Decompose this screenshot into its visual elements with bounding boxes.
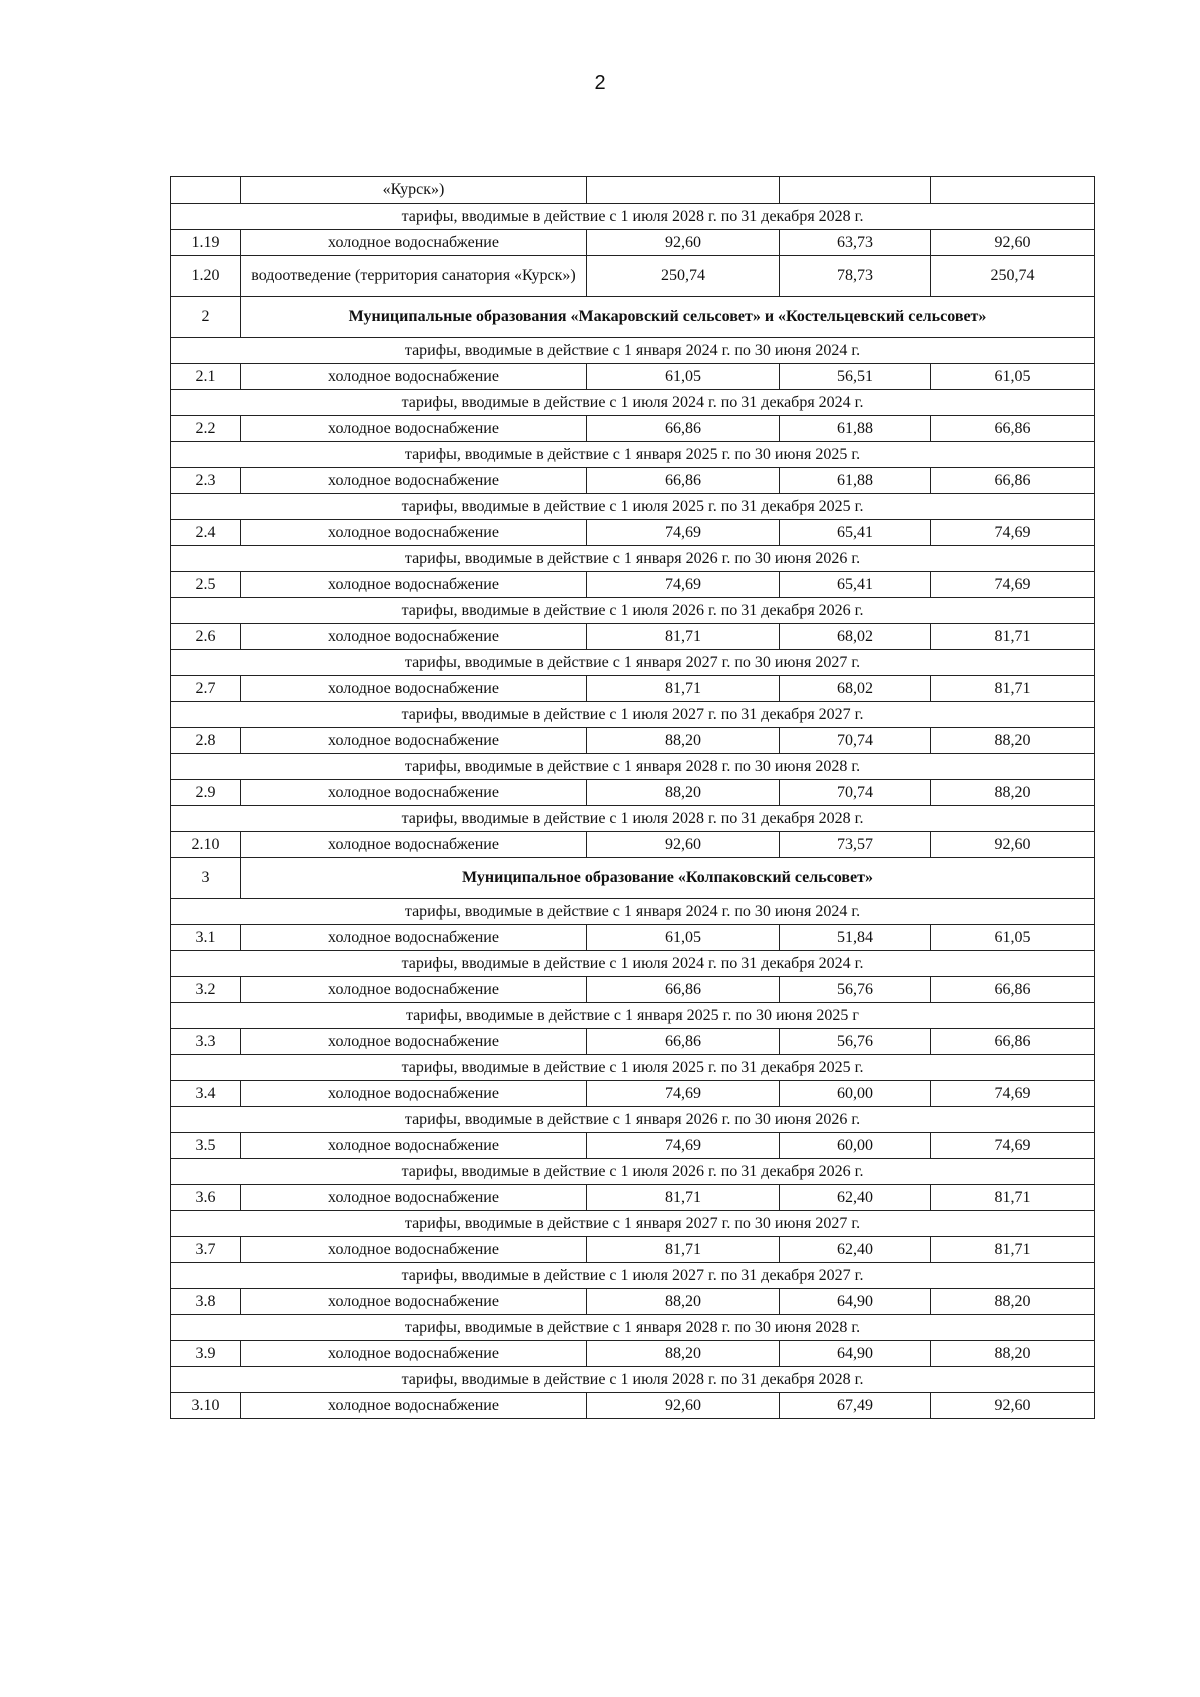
tariff-value-2: 68,02 [780,676,931,702]
service-name: холодное водоснабжение [241,624,587,650]
tariff-value-3: 250,74 [931,256,1095,297]
period-row [171,1367,1095,1393]
table-row [171,1029,1095,1055]
service-name: водоотведение (территория санатория «Курск») [241,256,587,297]
service-name: холодное водоснабжение [241,1029,587,1055]
section-title: Муниципальное образование «Колпаковский сельсовет» [241,858,1095,899]
period-label: тарифы, вводимые в действие с 1 января 2028 г. по 30 июня 2028 г. [171,1315,1095,1341]
period-label: тарифы, вводимые в действие с 1 июля 2024 г. по 31 декабря 2024 г. [171,951,1095,977]
tariff-value-2 [780,177,931,204]
tariff-table [170,176,1095,1419]
table-row [171,728,1095,754]
tariff-value-3: 74,69 [931,1081,1095,1107]
table-row [171,1289,1095,1315]
period-row [171,650,1095,676]
row-number: 2.3 [171,468,241,494]
tariff-value-1 [587,177,780,204]
service-name: холодное водоснабжение [241,1133,587,1159]
period-label: тарифы, вводимые в действие с 1 июля 2027 г. по 31 декабря 2027 г. [171,1263,1095,1289]
row-number [171,177,241,204]
service-name: холодное водоснабжение [241,728,587,754]
period-row [171,899,1095,925]
service-name: холодное водоснабжение [241,1185,587,1211]
tariff-value-2: 64,90 [780,1341,931,1367]
period-label: тарифы, вводимые в действие с 1 января 2027 г. по 30 июня 2027 г. [171,650,1095,676]
period-row [171,494,1095,520]
tariff-value-1: 74,69 [587,572,780,598]
period-row [171,806,1095,832]
tariff-value-3: 66,86 [931,977,1095,1003]
tariff-value-2: 68,02 [780,624,931,650]
table-row [171,177,1095,204]
table-row [171,256,1095,297]
section-row [171,297,1095,338]
service-name: холодное водоснабжение [241,416,587,442]
tariff-value-2: 51,84 [780,925,931,951]
service-name: «Курск») [241,177,587,204]
tariff-value-3: 88,20 [931,1289,1095,1315]
tariff-value-2: 70,74 [780,780,931,806]
tariff-value-2: 67,49 [780,1393,931,1419]
service-name: холодное водоснабжение [241,925,587,951]
table-row [171,230,1095,256]
table-row [171,468,1095,494]
section-number: 3 [171,858,241,899]
tariff-value-3: 81,71 [931,1237,1095,1263]
tariff-value-2: 56,76 [780,977,931,1003]
period-label: тарифы, вводимые в действие с 1 июля 2028 г. по 31 декабря 2028 г. [171,204,1095,230]
period-row [171,951,1095,977]
tariff-value-2: 78,73 [780,256,931,297]
tariff-value-2: 56,51 [780,364,931,390]
row-number: 2.1 [171,364,241,390]
table-row [171,1185,1095,1211]
tariff-value-3: 81,71 [931,624,1095,650]
table-row [171,780,1095,806]
tariff-table-body [171,177,1095,1419]
tariff-value-3: 92,60 [931,1393,1095,1419]
table-row [171,1133,1095,1159]
period-row [171,1263,1095,1289]
tariff-value-3: 66,86 [931,468,1095,494]
tariff-value-2: 60,00 [780,1133,931,1159]
service-name: холодное водоснабжение [241,977,587,1003]
tariff-value-1: 81,71 [587,1237,780,1263]
row-number: 2.4 [171,520,241,546]
period-row [171,1003,1095,1029]
tariff-value-1: 66,86 [587,1029,780,1055]
table-row [171,1081,1095,1107]
tariff-value-1: 66,86 [587,468,780,494]
period-row [171,1159,1095,1185]
tariff-value-3: 66,86 [931,1029,1095,1055]
period-label: тарифы, вводимые в действие с 1 января 2028 г. по 30 июня 2028 г. [171,754,1095,780]
service-name: холодное водоснабжение [241,364,587,390]
service-name: холодное водоснабжение [241,1081,587,1107]
tariff-value-1: 88,20 [587,1341,780,1367]
period-label: тарифы, вводимые в действие с 1 января 2025 г. по 30 июня 2025 г. [171,442,1095,468]
tariff-value-1: 88,20 [587,1289,780,1315]
tariff-value-2: 62,40 [780,1185,931,1211]
period-label: тарифы, вводимые в действие с 1 июля 2024 г. по 31 декабря 2024 г. [171,390,1095,416]
row-number: 2.5 [171,572,241,598]
tariff-value-1: 92,60 [587,832,780,858]
section-title: Муниципальные образования «Макаровский сельсовет» и «Костельцевский сельсовет» [241,297,1095,338]
tariff-value-3: 74,69 [931,1133,1095,1159]
tariff-value-1: 61,05 [587,364,780,390]
service-name: холодное водоснабжение [241,1237,587,1263]
period-row [171,598,1095,624]
period-label: тарифы, вводимые в действие с 1 июля 2028 г. по 31 декабря 2028 г. [171,806,1095,832]
table-row [171,364,1095,390]
service-name: холодное водоснабжение [241,230,587,256]
row-number: 1.19 [171,230,241,256]
table-row [171,832,1095,858]
tariff-value-1: 88,20 [587,780,780,806]
tariff-value-3: 88,20 [931,780,1095,806]
period-row [171,204,1095,230]
tariff-value-3: 74,69 [931,572,1095,598]
service-name: холодное водоснабжение [241,780,587,806]
period-row [171,546,1095,572]
row-number: 2.10 [171,832,241,858]
tariff-value-3: 88,20 [931,1341,1095,1367]
period-row [171,390,1095,416]
tariff-value-1: 74,69 [587,520,780,546]
tariff-value-3: 61,05 [931,364,1095,390]
period-row [171,1055,1095,1081]
table-row [171,1341,1095,1367]
tariff-value-3: 66,86 [931,416,1095,442]
table-row [171,925,1095,951]
tariff-value-2: 63,73 [780,230,931,256]
period-row [171,442,1095,468]
tariff-value-1: 81,71 [587,1185,780,1211]
row-number: 3.10 [171,1393,241,1419]
table-row [171,416,1095,442]
section-row [171,858,1095,899]
service-name: холодное водоснабжение [241,468,587,494]
row-number: 2.7 [171,676,241,702]
row-number: 3.5 [171,1133,241,1159]
tariff-value-3: 92,60 [931,832,1095,858]
row-number: 3.4 [171,1081,241,1107]
period-row [171,1315,1095,1341]
tariff-value-1: 74,69 [587,1133,780,1159]
tariff-value-1: 66,86 [587,416,780,442]
tariff-value-2: 61,88 [780,468,931,494]
tariff-value-2: 73,57 [780,832,931,858]
table-row [171,1393,1095,1419]
row-number: 3.9 [171,1341,241,1367]
table-row [171,676,1095,702]
period-label: тарифы, вводимые в действие с 1 июля 2025 г. по 31 декабря 2025 г. [171,1055,1095,1081]
tariff-value-1: 88,20 [587,728,780,754]
service-name: холодное водоснабжение [241,520,587,546]
row-number: 2.2 [171,416,241,442]
period-label: тарифы, вводимые в действие с 1 января 2025 г. по 30 июня 2025 г [171,1003,1095,1029]
tariff-value-3: 61,05 [931,925,1095,951]
row-number: 3.1 [171,925,241,951]
period-label: тарифы, вводимые в действие с 1 января 2024 г. по 30 июня 2024 г. [171,899,1095,925]
table-row [171,1237,1095,1263]
tariff-value-1: 92,60 [587,1393,780,1419]
period-row [171,754,1095,780]
period-row [171,1107,1095,1133]
tariff-value-3: 74,69 [931,520,1095,546]
row-number: 3.2 [171,977,241,1003]
row-number: 2.8 [171,728,241,754]
section-number: 2 [171,297,241,338]
tariff-value-3: 81,71 [931,676,1095,702]
service-name: холодное водоснабжение [241,1289,587,1315]
row-number: 3.3 [171,1029,241,1055]
row-number: 3.7 [171,1237,241,1263]
tariff-value-1: 66,86 [587,977,780,1003]
tariff-value-1: 81,71 [587,676,780,702]
tariff-value-2: 56,76 [780,1029,931,1055]
table-row [171,572,1095,598]
period-label: тарифы, вводимые в действие с 1 июля 2027 г. по 31 декабря 2027 г. [171,702,1095,728]
tariff-value-1: 250,74 [587,256,780,297]
tariff-value-1: 81,71 [587,624,780,650]
tariff-value-2: 64,90 [780,1289,931,1315]
tariff-value-3: 88,20 [931,728,1095,754]
tariff-value-1: 92,60 [587,230,780,256]
service-name: холодное водоснабжение [241,676,587,702]
tariff-value-2: 60,00 [780,1081,931,1107]
period-label: тарифы, вводимые в действие с 1 января 2026 г. по 30 июня 2026 г. [171,546,1095,572]
row-number: 3.8 [171,1289,241,1315]
period-row [171,1211,1095,1237]
tariff-value-1: 61,05 [587,925,780,951]
row-number: 3.6 [171,1185,241,1211]
tariff-value-3: 81,71 [931,1185,1095,1211]
period-label: тарифы, вводимые в действие с 1 января 2027 г. по 30 июня 2027 г. [171,1211,1095,1237]
tariff-value-2: 62,40 [780,1237,931,1263]
service-name: холодное водоснабжение [241,1393,587,1419]
table-row [171,520,1095,546]
tariff-value-1: 74,69 [587,1081,780,1107]
service-name: холодное водоснабжение [241,1341,587,1367]
row-number: 1.20 [171,256,241,297]
row-number: 2.6 [171,624,241,650]
tariff-value-2: 65,41 [780,520,931,546]
period-label: тарифы, вводимые в действие с 1 января 2026 г. по 30 июня 2026 г. [171,1107,1095,1133]
period-label: тарифы, вводимые в действие с 1 июля 2025 г. по 31 декабря 2025 г. [171,494,1095,520]
service-name: холодное водоснабжение [241,572,587,598]
row-number: 2.9 [171,780,241,806]
page-number: 2 [594,72,606,94]
table-row [171,977,1095,1003]
tariff-value-3: 92,60 [931,230,1095,256]
period-row [171,702,1095,728]
tariff-value-2: 65,41 [780,572,931,598]
service-name: холодное водоснабжение [241,832,587,858]
period-label: тарифы, вводимые в действие с 1 июля 2026 г. по 31 декабря 2026 г. [171,1159,1095,1185]
period-label: тарифы, вводимые в действие с 1 июля 2026 г. по 31 декабря 2026 г. [171,598,1095,624]
period-row [171,338,1095,364]
period-label: тарифы, вводимые в действие с 1 июля 2028 г. по 31 декабря 2028 г. [171,1367,1095,1393]
tariff-value-2: 61,88 [780,416,931,442]
tariff-value-3 [931,177,1095,204]
table-row [171,624,1095,650]
tariff-value-2: 70,74 [780,728,931,754]
period-label: тарифы, вводимые в действие с 1 января 2024 г. по 30 июня 2024 г. [171,338,1095,364]
